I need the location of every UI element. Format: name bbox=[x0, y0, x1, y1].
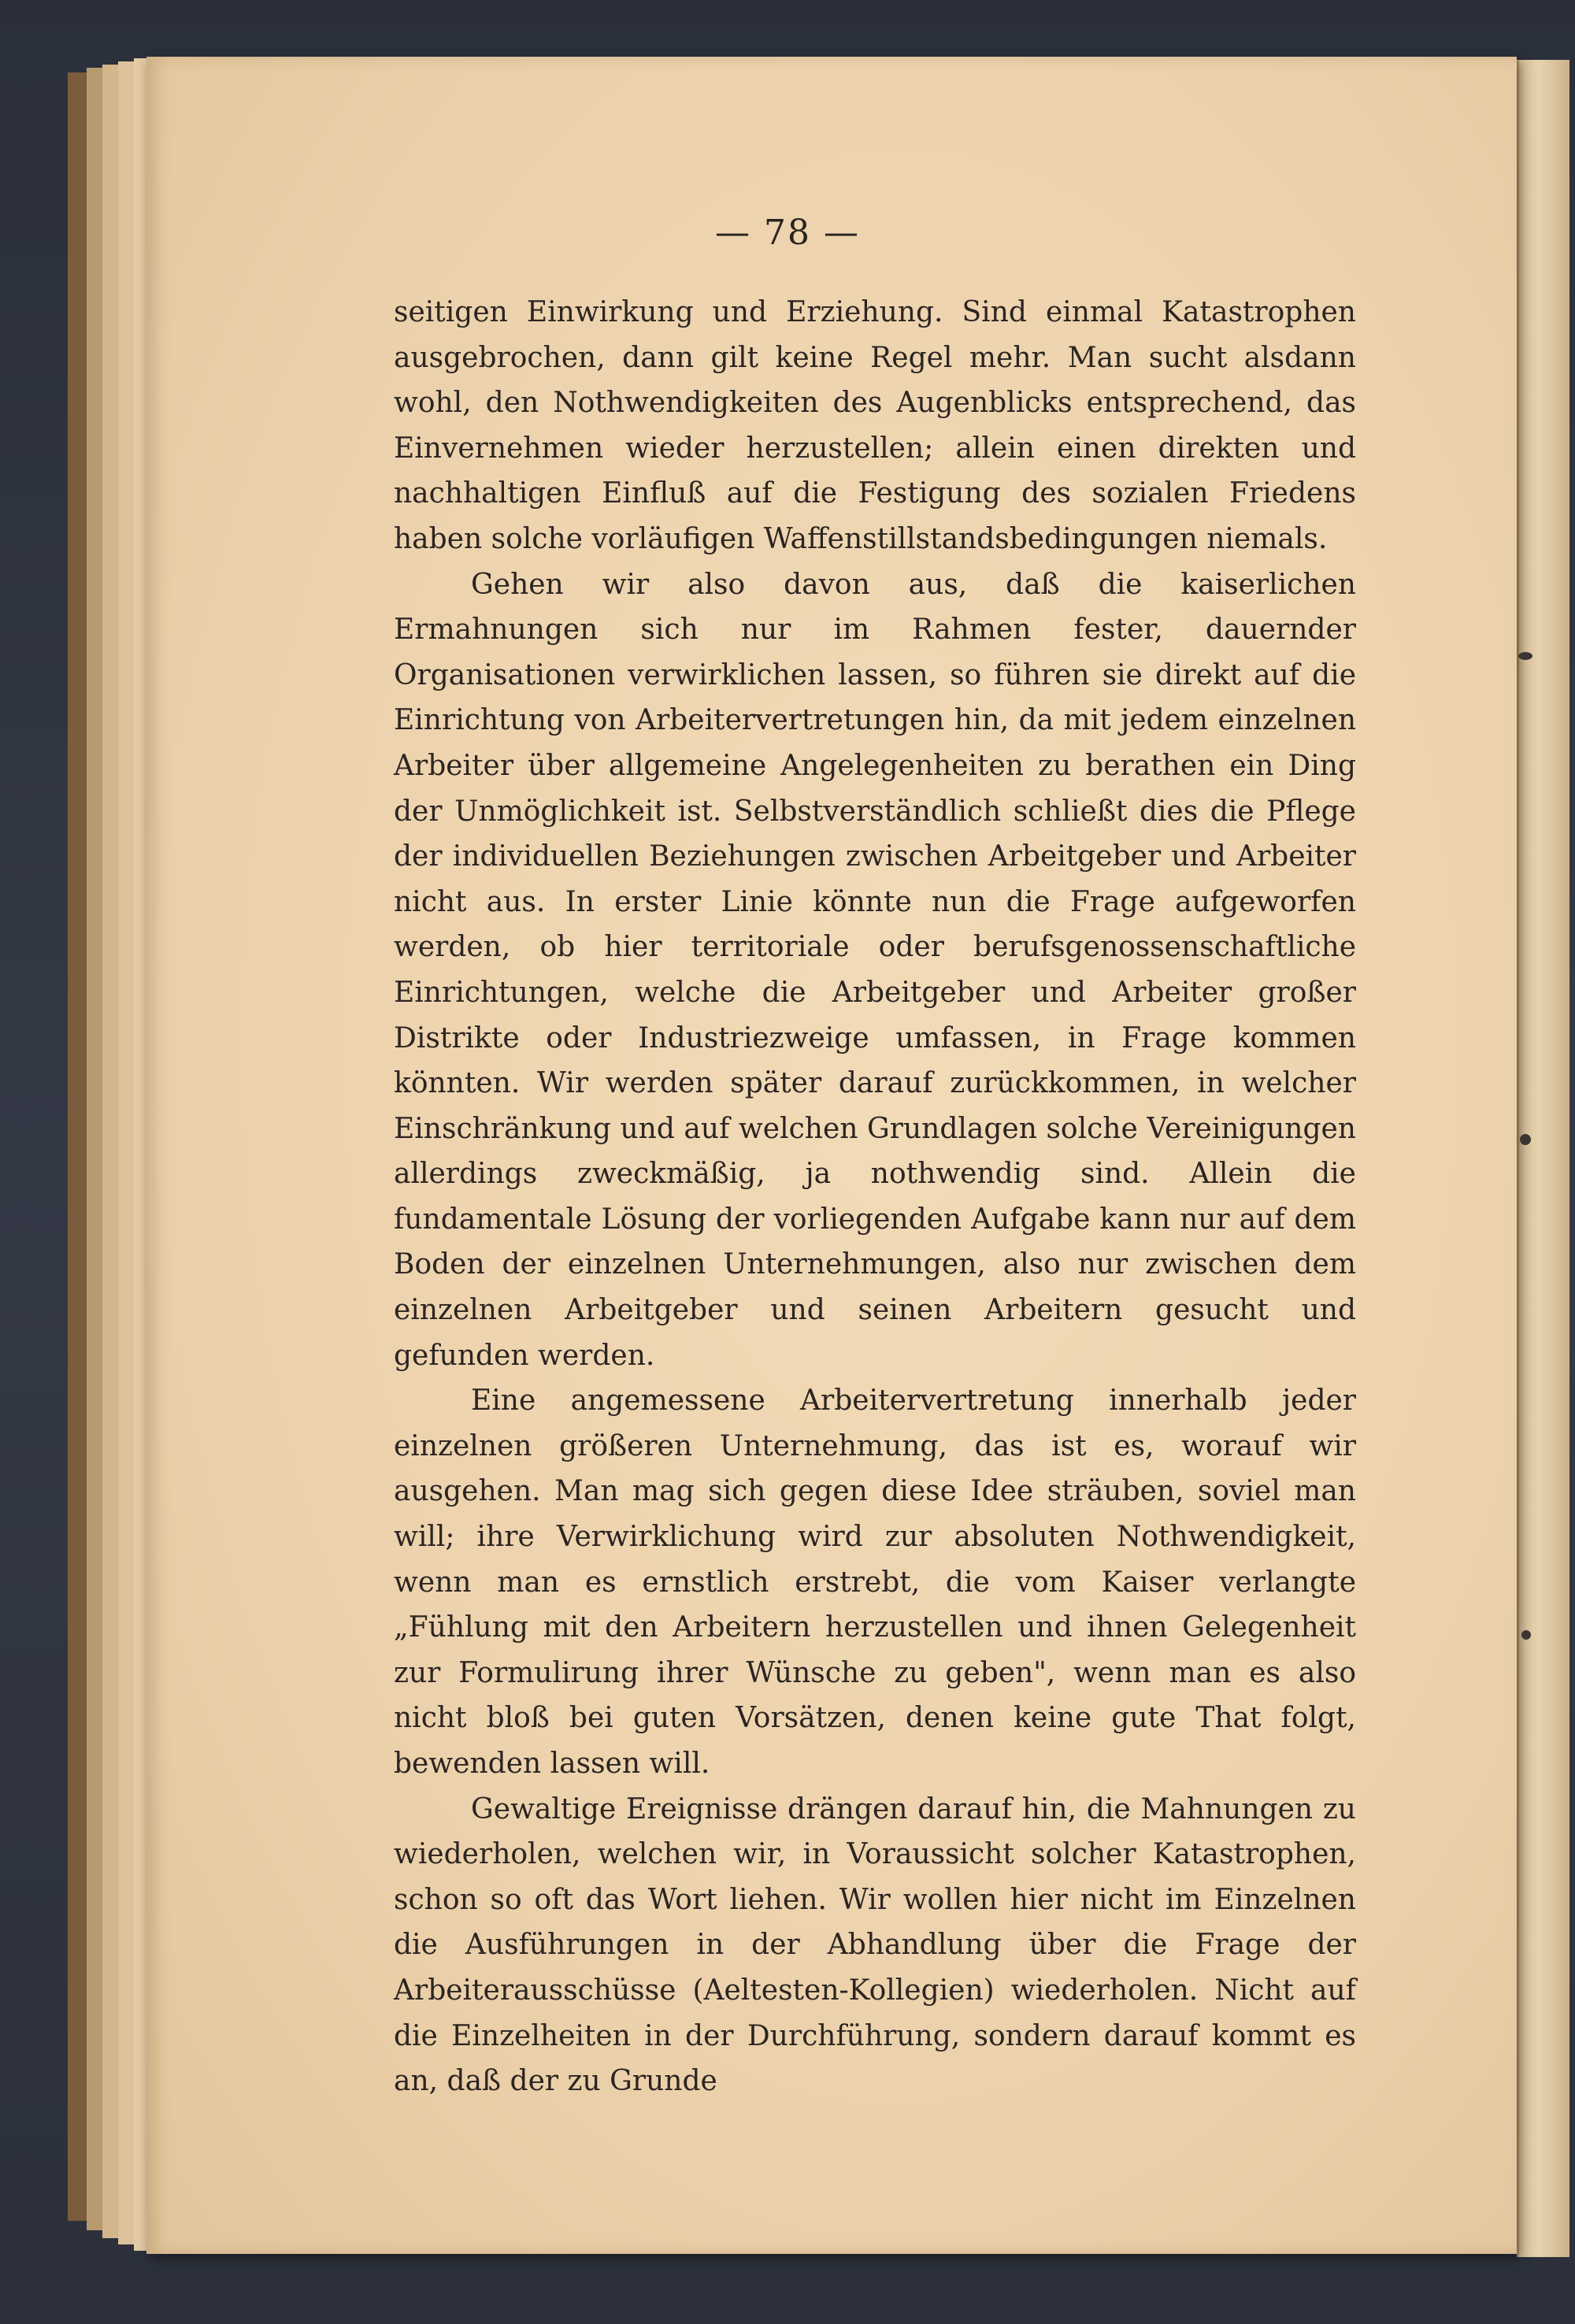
margin-ink-mark bbox=[1521, 1630, 1531, 1640]
body-text bbox=[394, 290, 1356, 2104]
paragraph: Gehen wir also davon aus, daß die kaiserlichen Ermahnungen sich nur im Rahmen fester, dauernder Organisationen verwirklichen lassen, so führen sie direkt auf die Einrichtung von Arbeitervertretungen hin, da mit jedem einzelnen Arbeiter über allgemeine Angelegenheiten zu berathen ein Ding der Unmöglichkeit ist. Selbstverständlich schließt dies die Pflege der individuellen Beziehungen zwischen Arbeitgeber und Arbeiter nicht aus. In erster Linie könnte nun die Frage aufgeworfen werden, ob hier territoriale oder berufsgenossenschaftliche Einrichtungen, welche die Arbeitgeber und Arbeiter großer Distrikte oder Industriezweige umfassen, in Frage kommen könnten. Wir werden später darauf zurückkommen, in welcher Einschränkung und auf welchen Grundlagen solche Vereinigungen allerdings zweckmäßig, ja nothwendig sind. Allein die fundamentale Lösung der vorliegenden Aufgabe kann nur auf dem Boden der einzelnen Unternehmungen, also nur zwischen dem einzelnen Arbeitgeber und seinen Arbeitern gesucht und gefunden werden. bbox=[394, 568, 1356, 1372]
margin-ink-mark bbox=[1520, 1134, 1531, 1145]
facing-page-edge bbox=[1517, 60, 1569, 2257]
paragraph: seitigen Einwirkung und Erziehung. Sind einmal Katastrophen ausgebrochen, dann gilt keine Regel mehr. Man sucht alsdann wohl, den Nothwendigkeiten des Augenblicks entsprechend, das Einvernehmen wieder herzustellen; allein einen direkten und nachhaltigen Einfluß auf die Festigung des sozialen Friedens haben solche vorläufigen Waffenstillstandsbedingungen niemals. bbox=[394, 296, 1356, 555]
page-number: — 78 — bbox=[715, 213, 860, 253]
margin-ink-mark bbox=[1518, 652, 1532, 660]
paragraph: Eine angemessene Arbeitervertretung innerhalb jeder einzelnen größeren Unternehmung, das ist es, worauf wir ausgehen. Man mag sich gegen diese Idee sträuben, soviel man will; ihre Verwirklichung wird zur absoluten Nothwendigkeit, wenn man es ernstlich erstrebt, die vom Kaiser verlangte „Fühlung mit den Arbeitern herzustellen und ihnen Gelegenheit zur Formulirung ihrer Wünsche zu geben", wenn man es also nicht bloß bei guten Vorsätzen, denen keine gute That folgt, bewenden lassen will. bbox=[394, 1384, 1356, 1780]
paragraph: Gewaltige Ereignisse drängen darauf hin, die Mahnungen zu wiederholen, welchen wir, in Voraussicht solcher Katastrophen, schon so oft das Wort liehen. Wir wollen hier nicht im Einzelnen die Ausführungen in der Abhandlung über die Frage der Arbeiterausschüsse (Aeltesten-Kollegien) wiederholen. Nicht auf die Einzelheiten in der Durchführung, sondern darauf kommt es an, daß der zu Grunde bbox=[394, 1792, 1356, 2098]
